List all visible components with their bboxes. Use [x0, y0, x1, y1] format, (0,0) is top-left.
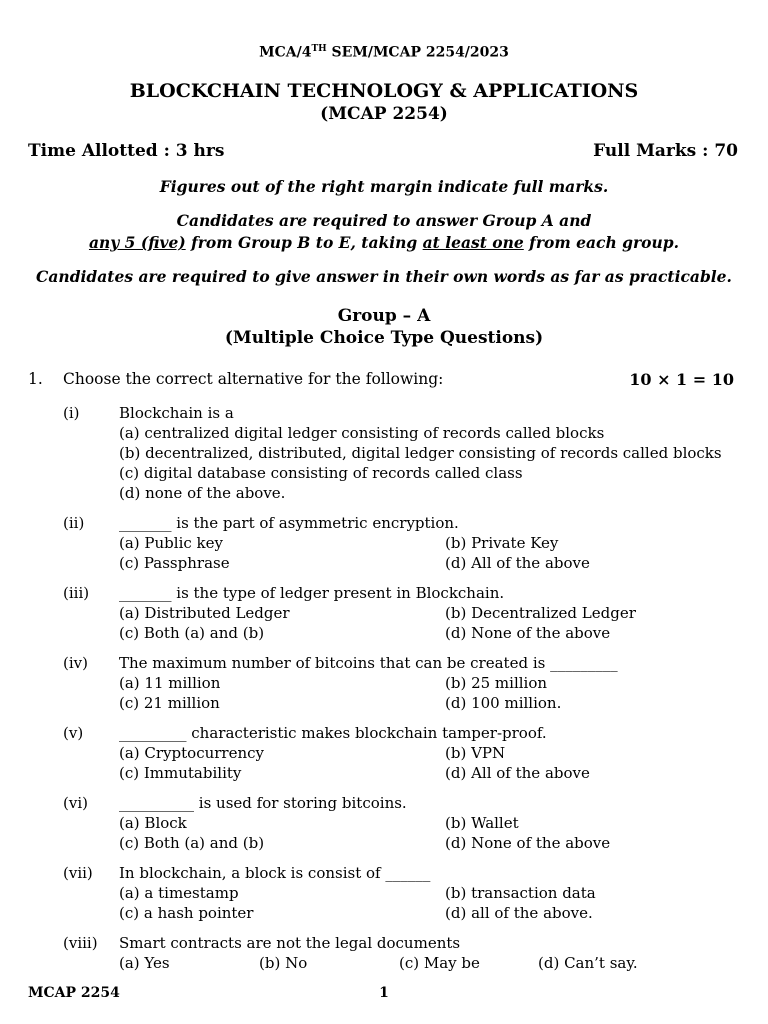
option: (a) Distributed Ledger: [119, 604, 290, 622]
option: (d) all of the above.: [445, 904, 593, 922]
item-number: (i): [63, 404, 80, 422]
mcq-item: [63, 863, 743, 923]
instruction-margin: Figures out of the right margin indicate full marks.: [159, 177, 609, 196]
option: (b) No: [259, 954, 308, 972]
mcq-item: [63, 723, 743, 783]
option: (c) digital database consisting of records called class: [119, 464, 523, 482]
option: (c) Immutability: [119, 764, 242, 782]
mcq-item: [63, 513, 743, 573]
option: (b) decentralized, distributed, digital ledger consisting of records called blocks: [119, 444, 722, 462]
page-number: 1: [379, 985, 389, 1001]
option: (d) All of the above: [445, 764, 590, 782]
option: (d) None of the above: [445, 834, 611, 852]
mcq-item: [63, 793, 743, 853]
option: (b) Wallet: [445, 814, 519, 832]
option: (d) Can’t say.: [538, 954, 638, 972]
option: (a) Yes: [119, 954, 170, 972]
paper-subtitle: (MCAP 2254): [320, 104, 448, 124]
option: (c) Both (a) and (b): [119, 624, 265, 642]
option: (a) 11 million: [119, 674, 221, 692]
item-number: (v): [63, 724, 84, 742]
item-stem: __________ is used for storing bitcoins.: [119, 794, 407, 812]
instruction-own-words: Candidates are required to give answer in their own words as far as practicable.: [36, 267, 732, 286]
item-number: (iv): [63, 654, 88, 672]
item-stem: _________ characteristic makes blockchain tamper-proof.: [119, 724, 547, 742]
question-number: 1.: [28, 370, 43, 388]
item-stem: _______ is the part of asymmetric encryption.: [119, 514, 459, 532]
item-number: (vi): [63, 794, 88, 812]
option: (c) Both (a) and (b): [119, 834, 265, 852]
group-title: Group – A: [337, 306, 431, 326]
instruction-groups: any 5 (five) from Group B to E, taking at least one from each group.: [88, 233, 680, 252]
group-subtitle: (Multiple Choice Type Questions): [224, 328, 544, 348]
item-number: (ii): [63, 514, 85, 532]
option: (d) None of the above: [445, 624, 611, 642]
option: (a) a timestamp: [119, 884, 239, 902]
item-number: (vii): [63, 864, 93, 882]
mcq-item: [63, 933, 743, 973]
instruction-group-a: Candidates are required to answer Group A and: [176, 211, 592, 230]
option: (c) May be: [399, 954, 480, 972]
paper-code: MCA/4TH SEM/MCAP 2254/2023: [259, 44, 509, 61]
item-stem: Blockchain is a: [119, 404, 234, 422]
option: (b) Private Key: [445, 534, 559, 552]
option: (c) 21 million: [119, 694, 220, 712]
option: (c) Passphrase: [119, 554, 230, 572]
question-text: Choose the correct alternative for the following:: [63, 370, 444, 388]
option: (c) a hash pointer: [119, 904, 254, 922]
option: (b) Decentralized Ledger: [445, 604, 636, 622]
option: (a) Block: [119, 814, 187, 832]
item-stem: In blockchain, a block is consist of ______: [119, 864, 431, 882]
question-marks: 10 × 1 = 10: [629, 370, 734, 389]
item-number: (iii): [63, 584, 90, 602]
mcq-item: [63, 653, 743, 713]
option: (b) transaction data: [445, 884, 596, 902]
paper-title: BLOCKCHAIN TECHNOLOGY & APPLICATIONS: [129, 80, 639, 102]
mcq-item: [63, 403, 743, 503]
option: (b) VPN: [445, 744, 506, 762]
item-stem: The maximum number of bitcoins that can be created is _________: [119, 654, 618, 672]
option: (d) All of the above: [445, 554, 590, 572]
footer-code: MCAP 2254: [28, 985, 120, 1001]
option: (d) 100 million.: [445, 694, 562, 712]
option: (d) none of the above.: [119, 484, 286, 502]
item-number: (viii): [63, 934, 98, 952]
option: (a) centralized digital ledger consisting of records called blocks: [119, 424, 605, 442]
option: (b) 25 million: [445, 674, 548, 692]
mcq-item: [63, 583, 743, 643]
item-stem: _______ is the type of ledger present in Blockchain.: [119, 584, 505, 602]
full-marks: Full Marks : 70: [593, 141, 738, 161]
time-allotted: Time Allotted : 3 hrs: [28, 141, 225, 161]
option: (a) Cryptocurrency: [119, 744, 265, 762]
item-stem: Smart contracts are not the legal documents: [119, 934, 461, 952]
option: (a) Public key: [119, 534, 223, 552]
